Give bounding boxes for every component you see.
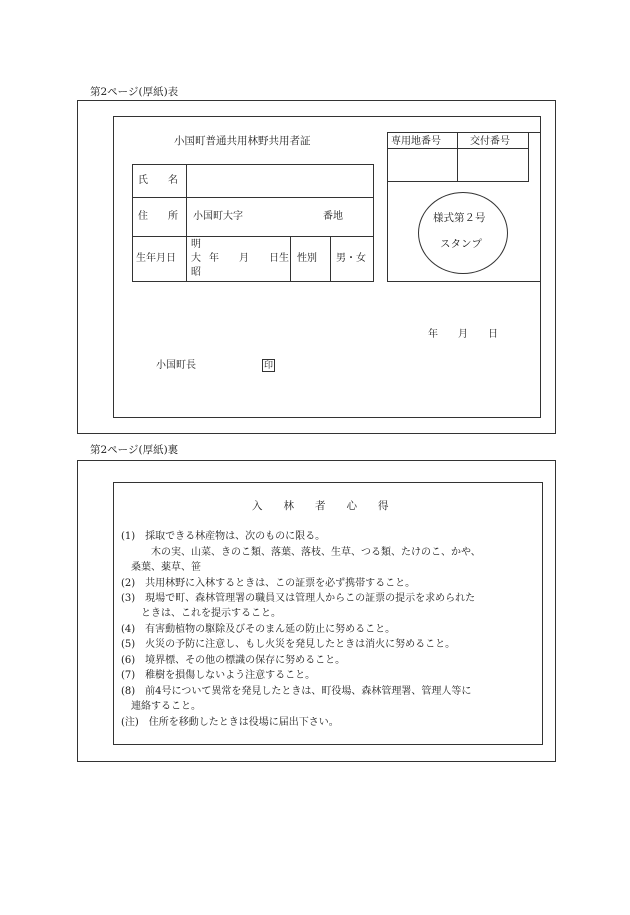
rule-line: ときは、これを提示すること。 bbox=[121, 608, 281, 619]
stamp-circle bbox=[418, 192, 508, 274]
rule-line: (5) 火災の予防に注意し、もし火災を発見したときは消火に努めること。 bbox=[121, 639, 456, 650]
rule-line: (3) 現場で町、森林管理署の職員又は管理人からこの証票の提示を求められた bbox=[121, 593, 476, 604]
date-line: 年 月 日 bbox=[428, 329, 498, 340]
era-showa: 昭 bbox=[191, 267, 201, 278]
rule-line: (6) 境界標、その他の標識の保存に努めること。 bbox=[121, 655, 346, 666]
back-section-label: 第2ページ(厚紙)裏 bbox=[90, 444, 179, 456]
field-address-label: 住 所 bbox=[138, 211, 178, 222]
rule-line: 連絡すること。 bbox=[121, 701, 201, 712]
header-issue-number: 交付番号 bbox=[470, 136, 510, 147]
sex-value: 男・女 bbox=[336, 253, 366, 264]
card-title: 小国町普通共用林野共用者証 bbox=[174, 135, 311, 147]
field-birth-label: 生年月日 bbox=[136, 253, 176, 264]
stamp-line1: 様式第２号 bbox=[433, 212, 486, 224]
stamp-line2: スタンプ bbox=[440, 238, 482, 250]
front-section-label: 第2ページ(厚紙)表 bbox=[90, 86, 179, 98]
birth-units: 年 月 日生 bbox=[209, 253, 289, 264]
address-suffix: 番地 bbox=[323, 211, 343, 222]
field-sex-label: 性別 bbox=[297, 253, 317, 264]
rule-line: (7) 稚樹を損傷しないよう注意すること。 bbox=[121, 670, 316, 681]
rule-line: (4) 有害動植物の駆除及びそのまん延の防止に努めること。 bbox=[121, 624, 396, 635]
seal-mark: 印 bbox=[263, 361, 273, 371]
mayor-label: 小国町長 bbox=[156, 360, 196, 371]
rule-line: 桑葉、薬草、笹 bbox=[121, 562, 201, 573]
era-taisho: 大 bbox=[191, 253, 201, 264]
address-value: 小国町大字 bbox=[193, 211, 243, 222]
rules-heading: 入 林 者 心 得 bbox=[252, 500, 389, 512]
rule-line: (注) 住所を移動したときは役場に届出下さい。 bbox=[121, 717, 339, 728]
field-name-label: 氏 名 bbox=[138, 175, 178, 186]
rule-line: (1) 採取できる林産物は、次のものに限る。 bbox=[121, 531, 326, 542]
rule-line: (8) 前4号について異常を発見したときは、町役場、森林管理署、管理人等に bbox=[121, 686, 472, 697]
rule-line: (2) 共用林野に入林するときは、この証票を必ず携帯すること。 bbox=[121, 578, 416, 589]
header-dedicated-number: 専用地番号 bbox=[391, 136, 441, 147]
era-meiji: 明 bbox=[191, 239, 201, 250]
rule-line: 木の実、山菜、きのこ類、落葉、落枝、生草、つる類、たけのこ、かや、 bbox=[121, 547, 481, 558]
